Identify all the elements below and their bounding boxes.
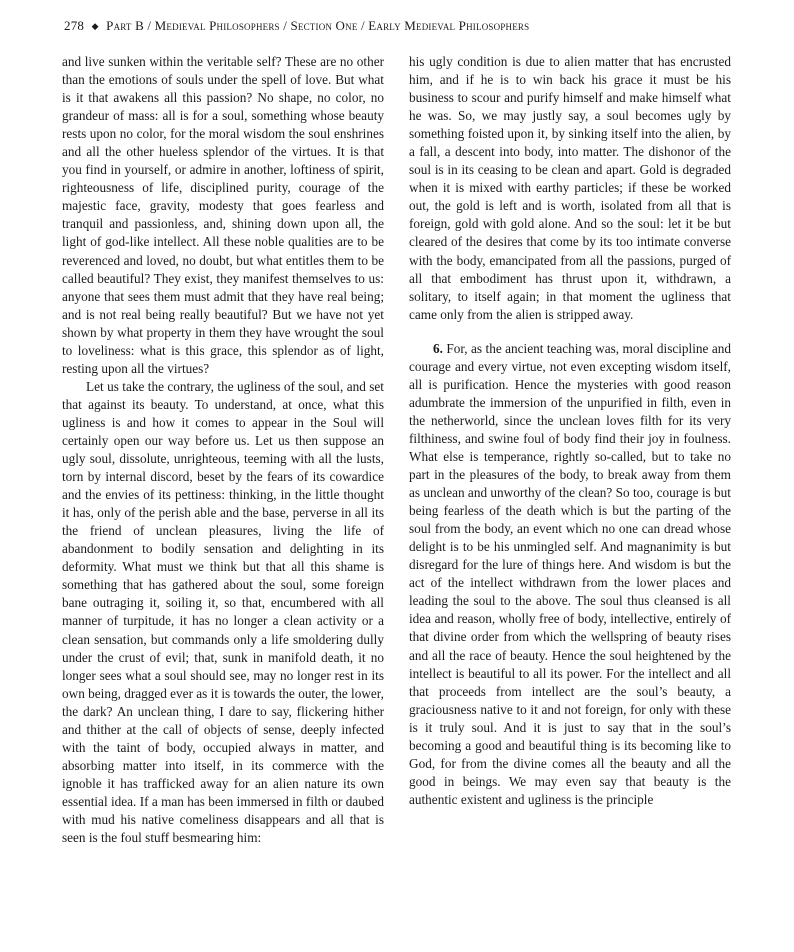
paragraph-text: For, as the ancient teaching was, moral discipline and courage and every virtue, not even excepting wisdom itself, all is purification. Hence the mysteries with good reason adumbrate the immersion of the unpurified in filth, even in the netherworld, since the unclean loves filth for its very filthiness, and swine foul of body find their joy in foulness. What else is temperance, rightly so-called, but to take no part in the pleasures of the body, to break away from them as unclean and unworthy of the clean? So too, courage is but being fearless of the death which is but the parting of the soul from the body, an event which no one can dread whose delight is to be his unmingled self. And magnanimity is but disregard for the lure of things here. And wisdom is but the act of the intellect withdrawn from the lower places and leading the soul to the above. The soul thus cleansed is all idea and reason, wholly free of body, intellective, entirely of that divine order from which the wellspring of beauty rises and all the race of beauty. Hence the soul heightened by the intellect is beautiful to all its power. For the intellect and all that proceeds from intellect are the soul’s beauty, a graciousness native to it and not foreign, for only with these is it truly soul. And it is just to say that in the soul’s becoming a good and beautiful thing is its becoming like to God, for from the divine comes all the beauty and all the good in beings. We may even say that beauty is the authentic existent and ugliness is the principle	[409, 340, 731, 807]
running-header	[64, 18, 744, 34]
header-separator: /	[147, 18, 155, 33]
section-label: Section One	[290, 18, 358, 33]
left-column	[62, 53, 384, 847]
paragraph: Let us take the contrary, the ugliness of the soul, and set that against its beauty. To understand, at once, what this ugliness is and how it comes to appear in the Soul will certainly open our way before us. Let us then suppose an ugly soul, dissolute, unrighteous, teeming with all the lusts, torn by internal discord, beset by the fears of its cowardice and the envies of its pettiness: thinking, in the little thought it has, only of the perish able and the base, perverse in all its the friend of unclean pleasures, living the life of abandonment to bodily sensation and delighting in its deformity. What must we think but that all this shame is something that has gathered about the soul, some foreign bane outraging it, soiling it, so that, encumbered with all manner of turpitude, it has no longer a clean activity or a clean sensation, but commands only a life smoldering dully under the crust of evil; that, sunk in manifold death, it no longer sees what a soul should see, may no longer rest in its own being, dragged ever as it is towards the outer, the lower, the dark? An unclean thing, I dare to say, flickering hither and thither at the call of objects of sense, deeply infected with the taint of body, occupied always in matter, and absorbing matter into itself, in its commerce with the ignoble it has trafficked away for an alien nature its own essential idea. If a man has been immersed in filth or daubed with mud his native comeliness disappears and all that is seen is the foul stuff besmearing him:	[62, 378, 384, 846]
part-title: Medieval Philosophers	[154, 18, 280, 33]
header-separator: /	[360, 18, 369, 33]
diamond-ornament-icon: ◆	[91, 21, 99, 31]
page-number: 278	[64, 18, 85, 33]
section-number: 6.	[433, 340, 443, 356]
section-paragraph	[409, 340, 731, 809]
section-title: Early Medieval Philosophers	[368, 18, 530, 33]
paragraph: his ugly condition is due to alien matter that has encrusted him, and if he is to win back his grace it must be his business to scour and purify himself and make himself what he was. So, we may justly say, a soul becomes ugly by something foisted upon it, by sinking itself into the alien, by a fall, a descent into body, into matter. The dishonor of the soul is in its ceasing to be clean and apart. Gold is degraded when it is mixed with earthy particles; if these be worked out, the gold is left and is worth, isolated from all that is foreign, gold with gold alone. And so the soul: let it be but cleared of the desires that come by its too intimate converse with the body, emancipated from all the passions, purged of all that embodiment has thrust upon it, withdrawn, a solitary, to itself again; in that moment the ugliness that came only from the alien is stripped away.	[409, 54, 731, 322]
right-column	[409, 53, 731, 809]
paragraph: and live sunken within the veritable self? These are no other than the emotions of souls under the spell of love. But what is it that awakens all this passion? No shape, no color, no grandeur of mass: all is for a soul, something whose beauty rests upon no color, for the moral wisdom the soul enshrines and all the other hueless splendor of the virtues. It is that you find in yourself, or admire in another, loftiness of spirit, righteousness of life, disciplined purity, courage of the majestic face, gravity, modesty that goes fearless and tranquil and passionless, and, shining down upon all, the light of god-like intellect. All these noble qualities are to be reverenced and loved, no doubt, but what entitles them to be called beautiful? They exist, they manifest themselves to us: anyone that sees them must admit that they have real being; and is not real being really beautiful? But we have not yet shown by what property in them they have wrought the soul to loveliness: what is this grace, this splendor as of light, resting upon all the virtues?	[62, 54, 384, 376]
part-label: Part B	[106, 18, 144, 33]
header-separator: /	[283, 18, 291, 33]
